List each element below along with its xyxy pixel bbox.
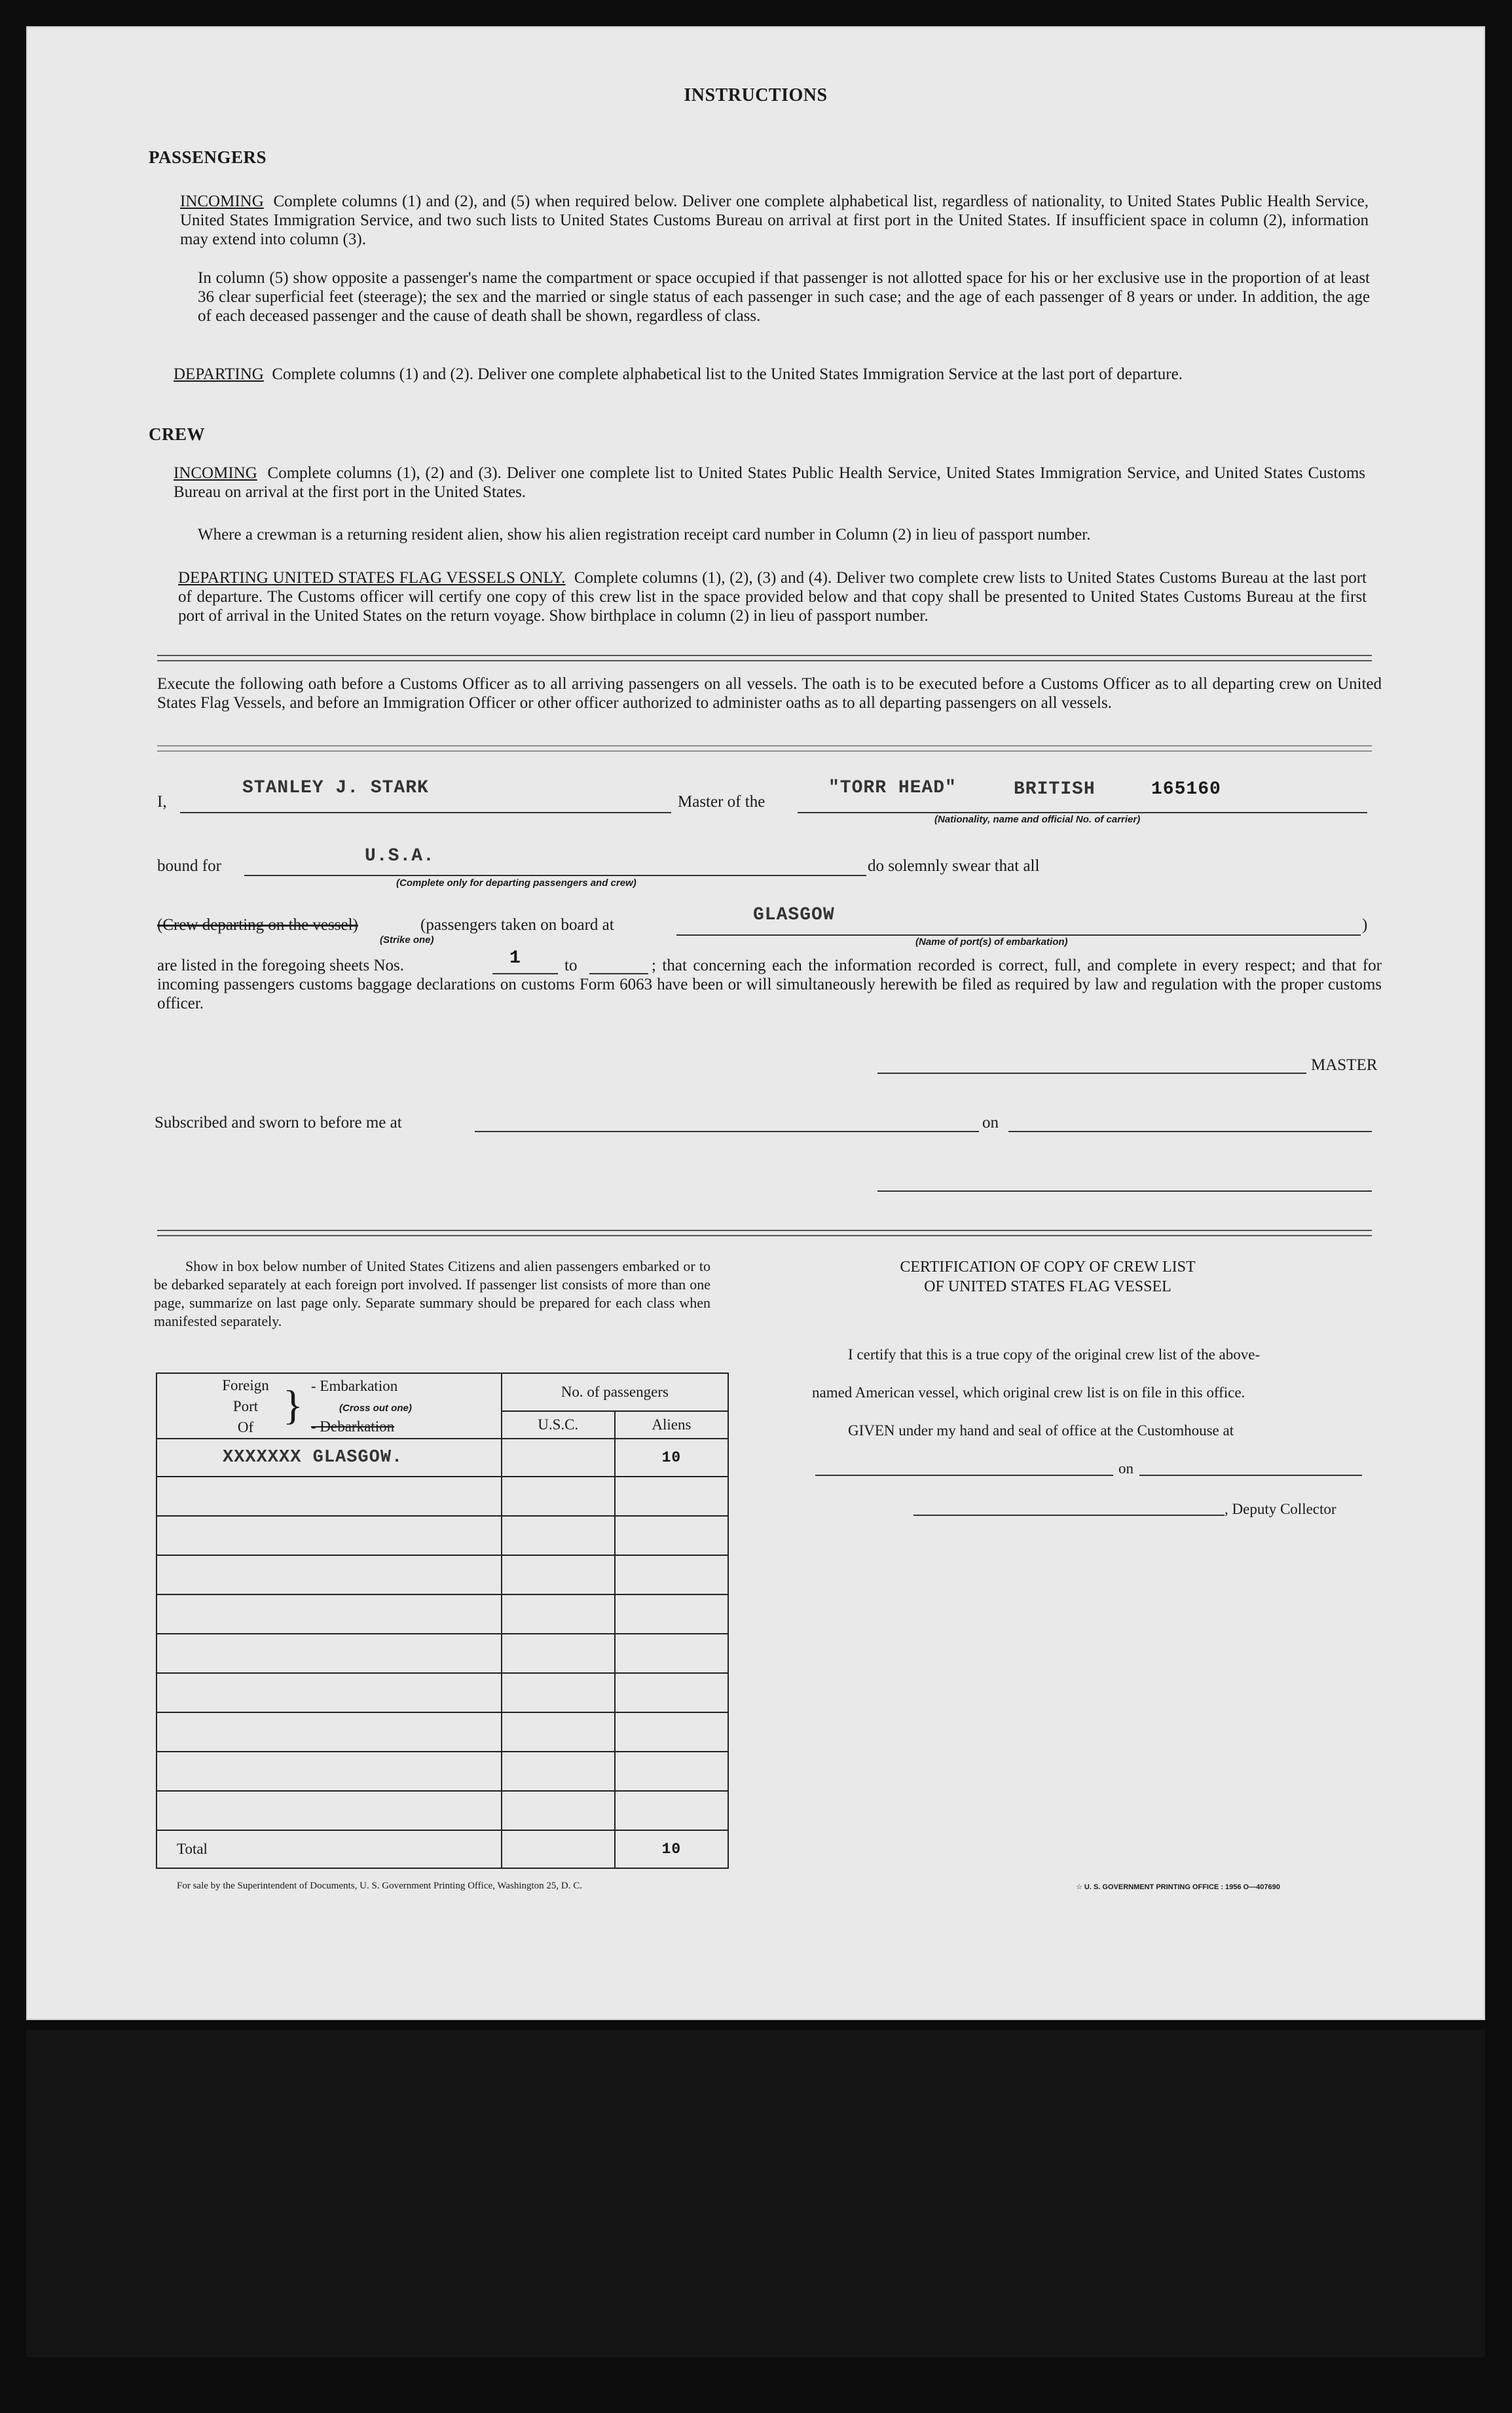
- master-name-line: [180, 812, 671, 813]
- port-cell[interactable]: XXXXXXX GLASGOW.: [157, 1439, 502, 1477]
- usc-cell[interactable]: [502, 1555, 615, 1594]
- crew-flag-text: Complete columns (1), (2), (3) and (4). Deliver two complete crew lists to United States Customs Bureau at the last port of departure. The Customs officer will certify one copy of this crew list in the space provided below and that copy shall be presented to United States Customs Bureau at the first port of arrival in the United States on the return voyage. Show birthplace in column (2) in lieu of passport number.: [178, 569, 1367, 625]
- bound-for-label: bound for: [157, 857, 221, 875]
- aliens-cell[interactable]: [615, 1752, 728, 1791]
- divider: [157, 745, 1372, 752]
- port-cell[interactable]: [157, 1791, 502, 1830]
- usc-cell[interactable]: [502, 1673, 615, 1712]
- usc-cell[interactable]: [502, 1752, 615, 1791]
- total-aliens-cell[interactable]: 10: [615, 1830, 728, 1868]
- passengers-departing-paragraph: [174, 365, 1369, 384]
- embark-port-value[interactable]: GLASGOW: [753, 905, 835, 925]
- master-signature-line: [877, 1073, 1306, 1074]
- usc-cell[interactable]: [502, 1439, 615, 1477]
- deputy-signature-line: [913, 1515, 1225, 1516]
- vessel-caption: (Nationality, name and official No. of carrier): [934, 814, 1141, 825]
- passengers-column5-paragraph: In column (5) show opposite a passenger's name the compartment or space occupied if that passenger is not allotted space for his or her exclusive use in the proportion of at least 36 clear superficial feet (steerage); the sex and the married or single status of each passenger in such case; and the age of each passenger of 8 years or under. In addition, the age of each deceased passenger and the cause of death shall be shown, regardless of class.: [198, 269, 1370, 325]
- oath-i-label: I,: [157, 793, 167, 811]
- total-label: Total: [157, 1830, 502, 1868]
- total-usc-cell[interactable]: [502, 1830, 615, 1868]
- certification-line3: GIVEN under my hand and seal of office at the Customhouse at: [848, 1422, 1234, 1439]
- aliens-cell[interactable]: [615, 1594, 728, 1634]
- certification-title-line2: OF UNITED STATES FLAG VESSEL: [924, 1278, 1171, 1295]
- passengers-incoming-label: INCOMING: [180, 193, 264, 210]
- passengers-header: No. of passengers: [502, 1373, 728, 1411]
- crew-heading: CREW: [149, 424, 206, 444]
- customhouse-line: [815, 1475, 1113, 1476]
- page-title: INSTRUCTIONS: [684, 85, 828, 105]
- port-header-foreign: Foreign: [222, 1377, 269, 1393]
- struck-crew-option: (Crew departing on the vessel): [157, 916, 358, 934]
- brace: }: [283, 1382, 303, 1428]
- aliens-cell[interactable]: [615, 1673, 728, 1712]
- passenger-summary-table: [156, 1372, 729, 1869]
- master-of-label: Master of the: [678, 793, 765, 811]
- embarkation-label: - Embarkation: [311, 1378, 398, 1394]
- certification-date-line: [1139, 1475, 1362, 1476]
- vessel-line: [798, 812, 1367, 813]
- usc-cell[interactable]: [502, 1634, 615, 1673]
- usc-cell[interactable]: [502, 1477, 615, 1516]
- summary-instructions: Show in box below number of United States Citizens and alien passengers embarked or to be debarked separately at each foreign port involved. If passenger list consists of more than one page, summarize on last page only. Separate summary should be prepared for each class when manifested separately.: [154, 1258, 710, 1329]
- embark-port-line: [676, 934, 1361, 936]
- usc-cell[interactable]: [502, 1594, 615, 1634]
- master-name-value[interactable]: STANLEY J. STARK: [242, 778, 429, 798]
- official-number-value[interactable]: 165160: [1151, 779, 1221, 800]
- aliens-cell[interactable]: [615, 1634, 728, 1673]
- port-header-port: Port: [232, 1398, 259, 1414]
- certification-title: [805, 1257, 1290, 1297]
- strike-one-caption: (Strike one): [380, 934, 434, 946]
- crew-flag-label: DEPARTING UNITED STATES FLAG VESSELS ONLY.: [178, 569, 566, 587]
- sworn-date-line: [1008, 1131, 1372, 1132]
- sworn-place-line: [475, 1131, 979, 1132]
- usc-header: U.S.C.: [502, 1411, 615, 1439]
- passengers-incoming-text: Complete columns (1) and (2), and (5) when required below. Deliver one complete alphabetical list, regardless of nationality, to United States Public Health Service, United States Immigration Service, and two such lists to United States Customs Bureau on arrival at first port in the United States. If insufficient space in column (2), information may extend into column (3).: [180, 193, 1369, 248]
- embark-port-caption: (Name of port(s) of embarkation): [915, 936, 1068, 948]
- bound-for-caption: (Complete only for departing passengers and crew): [396, 877, 636, 889]
- footer-left: For sale by the Superintendent of Documents, U. S. Government Printing Office, Washington 25, D. C.: [177, 1881, 582, 1891]
- cross-out-caption: (Cross out one): [339, 1403, 412, 1414]
- crew-incoming-text: Complete columns (1), (2) and (3). Deliver one complete list to United States Public Health Service, United States Immigration Service, and United States Customs Bureau on arrival at the first port in the United States.: [174, 464, 1366, 501]
- crew-incoming-label: INCOMING: [174, 464, 257, 482]
- debarkation-label: - Debarkation: [311, 1418, 395, 1435]
- passengers-incoming-paragraph: [180, 192, 1369, 249]
- vessel-name-value[interactable]: "TORR HEAD": [828, 778, 957, 798]
- port-cell[interactable]: [157, 1712, 502, 1752]
- scan-background: [26, 2030, 1485, 2357]
- sheets-rest-text: ; that concerning each the information recorded is correct, full, and complete in every respect; and that for incoming passengers customs baggage declarations on customs Form 6063 have been or will simultaneously herewith be filed as required by law and regulation with the proper customs officer.: [157, 957, 1382, 1012]
- form-page: [26, 26, 1485, 2020]
- port-header-cell: [157, 1373, 502, 1439]
- aliens-cell[interactable]: [615, 1791, 728, 1830]
- bound-for-value[interactable]: U.S.A.: [365, 846, 435, 866]
- close-paren: ): [1362, 916, 1368, 934]
- passengers-option-label: (passengers taken on board at: [420, 916, 614, 934]
- certification-on-label: on: [1118, 1460, 1134, 1477]
- usc-cell[interactable]: [502, 1712, 615, 1752]
- aliens-cell[interactable]: [615, 1516, 728, 1555]
- usc-cell[interactable]: [502, 1516, 615, 1555]
- port-cell[interactable]: [157, 1555, 502, 1594]
- passengers-departing-text: Complete columns (1) and (2). Deliver one complete alphabetical list to the United States Immigration Service at the last port of departure.: [272, 365, 1183, 383]
- aliens-header: Aliens: [615, 1411, 728, 1439]
- port-header-of: Of: [237, 1419, 254, 1435]
- bound-for-line: [244, 875, 866, 876]
- port-cell[interactable]: [157, 1752, 502, 1791]
- aliens-cell[interactable]: 10: [615, 1439, 728, 1477]
- aliens-cell[interactable]: [615, 1555, 728, 1594]
- certification-line1: I certify that this is a true copy of the original crew list of the above-: [848, 1346, 1261, 1363]
- port-cell[interactable]: [157, 1594, 502, 1634]
- aliens-cell[interactable]: [615, 1477, 728, 1516]
- vessel-nationality-value[interactable]: BRITISH: [1014, 779, 1096, 800]
- divider: [157, 1230, 1372, 1236]
- certification-line2: named American vessel, which original crew list is on file in this office.: [812, 1384, 1245, 1401]
- sworn-on-label: on: [982, 1114, 999, 1132]
- passengers-heading: PASSENGERS: [149, 147, 267, 167]
- crew-flag-paragraph: [178, 568, 1367, 625]
- port-cell[interactable]: [157, 1477, 502, 1516]
- sheets-label: are listed in the foregoing sheets Nos.: [157, 957, 404, 974]
- to-label: to: [564, 957, 578, 974]
- passengers-departing-label: DEPARTING: [174, 365, 264, 383]
- crew-incoming-paragraph: [174, 464, 1365, 502]
- usc-cell[interactable]: [502, 1791, 615, 1830]
- aliens-cell[interactable]: [615, 1712, 728, 1752]
- oath-intro: Execute the following oath before a Customs Officer as to all arriving passengers on all vessels. The oath is to be executed before a Customs Officer as to all departing crew on United States Flag Vessels, and before an Immigration Officer or other officer authorized to administer oaths as to all departing passengers on all vessels.: [157, 675, 1382, 712]
- subscribed-label: Subscribed and sworn to before me at: [155, 1114, 402, 1132]
- port-cell[interactable]: [157, 1634, 502, 1673]
- sheet-from-value[interactable]: 1: [509, 948, 521, 968]
- port-cell[interactable]: [157, 1516, 502, 1555]
- footer-right: ☆ U. S. GOVERNMENT PRINTING OFFICE : 1956 O—407690: [1076, 1883, 1280, 1891]
- port-cell[interactable]: [157, 1673, 502, 1712]
- crew-resident-paragraph: Where a crewman is a returning resident alien, show his alien registration receipt card number in Column (2) in lieu of passport number.: [198, 526, 1091, 543]
- master-label: MASTER: [1311, 1056, 1378, 1074]
- deputy-collector-label: , Deputy Collector: [1225, 1501, 1337, 1517]
- certification-title-line1: CERTIFICATION OF COPY OF CREW LIST: [900, 1259, 1196, 1276]
- officer-signature-line: [877, 1190, 1372, 1192]
- divider: [157, 655, 1372, 661]
- swear-label: do solemnly swear that all: [868, 857, 1040, 875]
